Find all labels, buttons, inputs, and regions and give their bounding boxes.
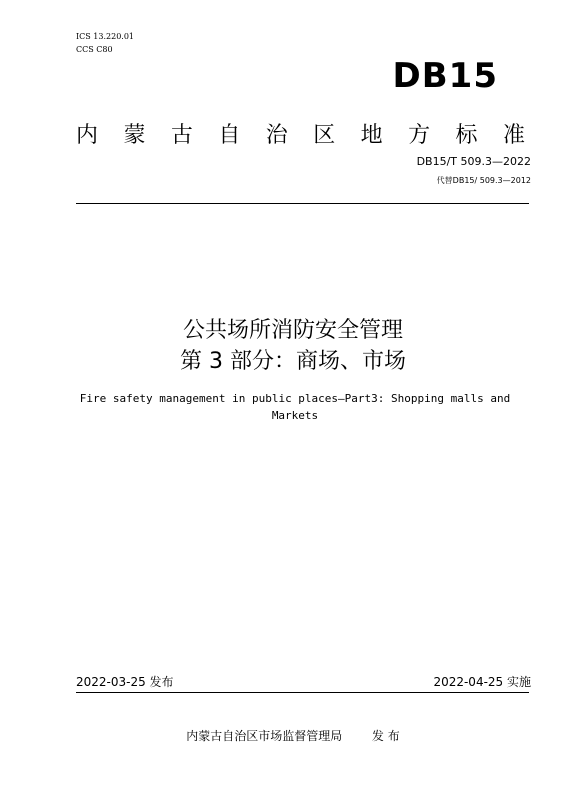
release-date: 2022-03-25 发布 (76, 675, 174, 689)
issue-action: 发 布 (371, 729, 400, 743)
heading-char: 标 (455, 123, 478, 148)
ccs-code: CCS C80 (76, 45, 113, 54)
db-code-logo: DB15 (392, 56, 498, 96)
heading-char: 区 (313, 123, 336, 148)
title-line-1: 公共场所消防安全管理 (182, 318, 403, 343)
english-title: Fire safety management in public places—Part3: Shopping malls and Markets (79, 392, 511, 422)
heading-char: 自 (218, 123, 241, 148)
standard-number: DB15/T 509.3—2022 (416, 155, 531, 168)
issuer-line (0, 727, 586, 744)
issuer-name: 内蒙古自治区市场监督管理局 (186, 729, 343, 743)
heading-char: 治 (265, 123, 288, 148)
implement-date: 2022-04-25 实施 (433, 675, 531, 689)
heading-char: 方 (408, 123, 431, 148)
bottom-divider (76, 692, 529, 693)
ics-code: ICS 13.220.01 (76, 32, 135, 41)
title-line-2: 第 3 部分：商场、市场 (180, 349, 406, 374)
classification-codes (76, 30, 134, 56)
heading-char: 内 (76, 123, 99, 148)
heading-char: 古 (170, 123, 193, 148)
heading-char: 准 (502, 123, 525, 148)
replaces-note: 代替DB15/ 509.3—2012 (436, 176, 531, 185)
top-divider (76, 203, 529, 204)
heading-char: 蒙 (123, 123, 146, 148)
standard-type-heading (76, 118, 525, 149)
heading-char: 地 (360, 123, 383, 148)
